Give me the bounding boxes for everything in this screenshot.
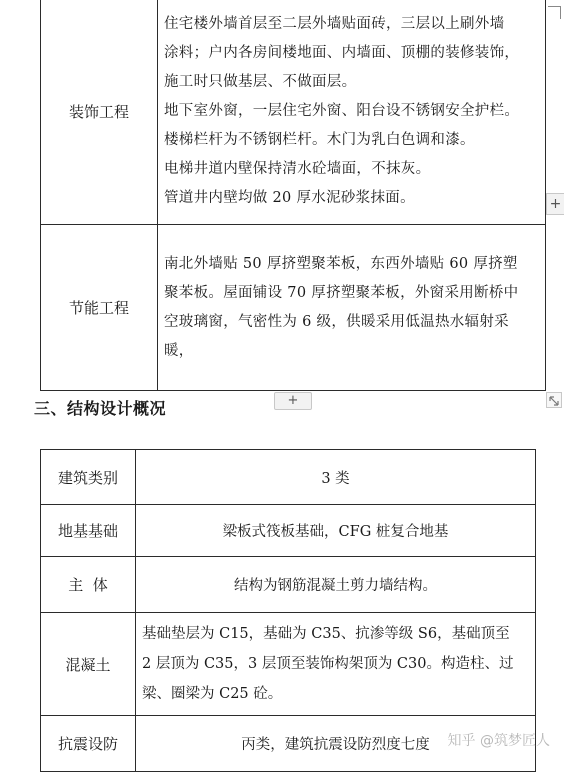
section-heading: 三、结构设计概况 — [34, 399, 167, 418]
row-label: 建筑类别 — [41, 450, 136, 505]
table-row — [41, 505, 536, 557]
row-value[interactable]: 梁板式筏板基础，CFG 桩复合地基 — [136, 505, 536, 557]
row-value[interactable]: 3 类 — [136, 450, 536, 505]
row-content[interactable] — [158, 0, 546, 225]
structure-design-table — [40, 449, 536, 772]
content-line: 电梯井道内壁保持清水砼墙面，不抹灰。 — [164, 161, 431, 177]
content-line: 聚苯板。屋面铺设 70 厚挤塑聚苯板，外窗采用断桥中 — [164, 284, 519, 301]
content-line: 楼梯栏杆为不锈钢栏杆。木门为乳白色调和漆。 — [164, 132, 475, 148]
row-value[interactable] — [136, 613, 536, 716]
decoration-energy-table — [40, 0, 546, 391]
row-label: 混凝土 — [41, 613, 136, 716]
row-label: 抗震设防 — [41, 716, 136, 772]
content-line: 空玻璃窗，气密性为 6 级，供暖采用低温热水辐射采 — [164, 313, 509, 330]
row-content[interactable] — [158, 225, 546, 391]
row-value[interactable]: 丙类，建筑抗震设防烈度七度 — [136, 716, 536, 772]
content-line: 住宅楼外墙首层至二层外墙贴面砖，三层以上刷外墙 — [164, 16, 505, 32]
content-line: 梁、圈梁为 C25 砼。 — [142, 686, 283, 702]
content-line: 2 层顶为 C35，3 层顶至装饰构架顶为 C30。构造柱、过 — [142, 656, 514, 672]
row-value[interactable]: 结构为钢筋混凝土剪力墙结构。 — [136, 557, 536, 613]
row-label: 地基基础 — [41, 505, 136, 557]
watermark: 知乎 @筑梦匠人 — [447, 733, 550, 749]
row-label: 主 体 — [41, 557, 136, 613]
table-row — [41, 225, 546, 391]
insert-column-button[interactable]: + — [546, 193, 564, 215]
page-corner-mark — [548, 6, 561, 19]
content-line: 地下室外窗，一层住宅外窗、阳台设不锈钢安全护栏。 — [164, 103, 520, 119]
table-row — [41, 557, 536, 613]
table-resize-handle[interactable] — [546, 392, 562, 408]
table-row — [41, 450, 536, 505]
table-row — [41, 0, 546, 225]
content-line: 施工时只做基层、不做面层。 — [164, 74, 357, 90]
content-line: 南北外墙贴 50 厚挤塑聚苯板，东西外墙贴 60 厚挤塑 — [164, 255, 518, 272]
content-line: 管道井内壁均做 20 厚水泥砂浆抹面。 — [164, 190, 415, 206]
resize-diagonal-icon — [547, 394, 561, 408]
content-line: 暖， — [164, 342, 194, 359]
content-line: 涂料；户内各房间楼地面、内墙面、顶棚的装修装饰， — [164, 45, 520, 61]
content-line: 基础垫层为 C15，基础为 C35、抗渗等级 S6，基础顶至 — [142, 626, 510, 642]
table-row — [41, 613, 536, 716]
row-label: 装饰工程 — [41, 0, 158, 225]
insert-row-button[interactable]: + — [274, 392, 312, 410]
row-label: 节能工程 — [41, 225, 158, 391]
